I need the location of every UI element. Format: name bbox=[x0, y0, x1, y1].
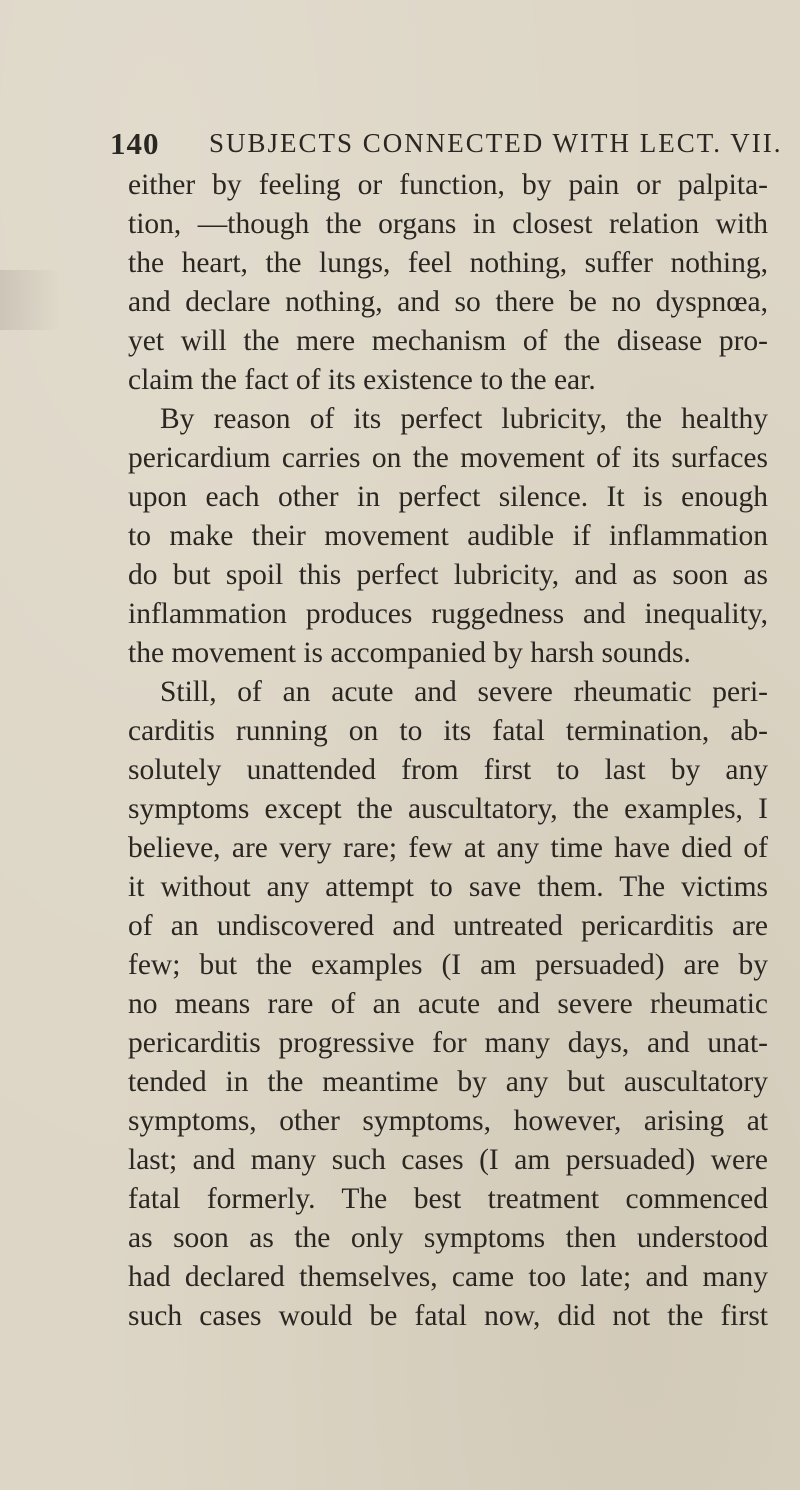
text-line: symptoms, other symptoms, however, arising at bbox=[128, 1105, 768, 1137]
text-line: symptoms except the auscultatory, the examples, I bbox=[128, 793, 768, 825]
text-line: as soon as the only symptoms then understood bbox=[128, 1222, 768, 1254]
page-number: 140 bbox=[110, 126, 160, 161]
text-line: such cases would be fatal now, did not the first bbox=[128, 1300, 768, 1332]
text-line: it without any attempt to save them. The victims bbox=[128, 871, 768, 903]
text-line: to make their movement audible if inflammation bbox=[128, 520, 768, 552]
text-line: few; but the examples (I am persuaded) are by bbox=[128, 949, 768, 981]
text-line: do but spoil this perfect lubricity, and as soon as bbox=[128, 559, 768, 591]
body-text bbox=[128, 166, 768, 1336]
text-line: By reason of its perfect lubricity, the healthy bbox=[160, 403, 768, 435]
text-line: had declared themselves, came too late; and many bbox=[128, 1261, 768, 1293]
text-line: the heart, the lungs, feel nothing, suffer nothing, bbox=[128, 247, 768, 279]
text-line: solutely unattended from first to last by any bbox=[128, 754, 768, 786]
text-line: the movement is accompanied by harsh sounds. bbox=[128, 637, 691, 669]
text-line: carditis running on to its fatal termination, ab- bbox=[128, 715, 768, 747]
text-line: pericardium carries on the movement of its surfaces bbox=[128, 442, 768, 474]
text-line: and declare nothing, and so there be no dyspnœa, bbox=[128, 286, 768, 318]
text-line: last; and many such cases (I am persuaded) were bbox=[128, 1144, 768, 1176]
text-line: either by feeling or function, by pain or palpita- bbox=[128, 169, 768, 201]
running-head bbox=[100, 126, 790, 162]
text-line: Still, of an acute and severe rheumatic peri- bbox=[160, 676, 768, 708]
page-shadow bbox=[0, 270, 60, 330]
text-line: of an undiscovered and untreated pericarditis are bbox=[128, 910, 768, 942]
text-line: tion, —though the organs in closest relation with bbox=[128, 208, 768, 240]
text-line: tended in the meantime by any but auscultatory bbox=[128, 1066, 768, 1098]
running-title: SUBJECTS CONNECTED WITH LECT. VII. bbox=[209, 128, 783, 158]
text-line: claim the fact of its existence to the ear. bbox=[128, 364, 596, 396]
text-line: upon each other in perfect silence. It is enough bbox=[128, 481, 768, 513]
text-line: fatal formerly. The best treatment commenced bbox=[128, 1183, 768, 1215]
text-line: pericarditis progressive for many days, and unat- bbox=[128, 1027, 768, 1059]
text-line: believe, are very rare; few at any time have died of bbox=[128, 832, 768, 864]
text-line: no means rare of an acute and severe rheumatic bbox=[128, 988, 768, 1020]
text-line: inflammation produces ruggedness and inequality, bbox=[128, 598, 768, 630]
text-line: yet will the mere mechanism of the disease pro- bbox=[128, 325, 768, 357]
